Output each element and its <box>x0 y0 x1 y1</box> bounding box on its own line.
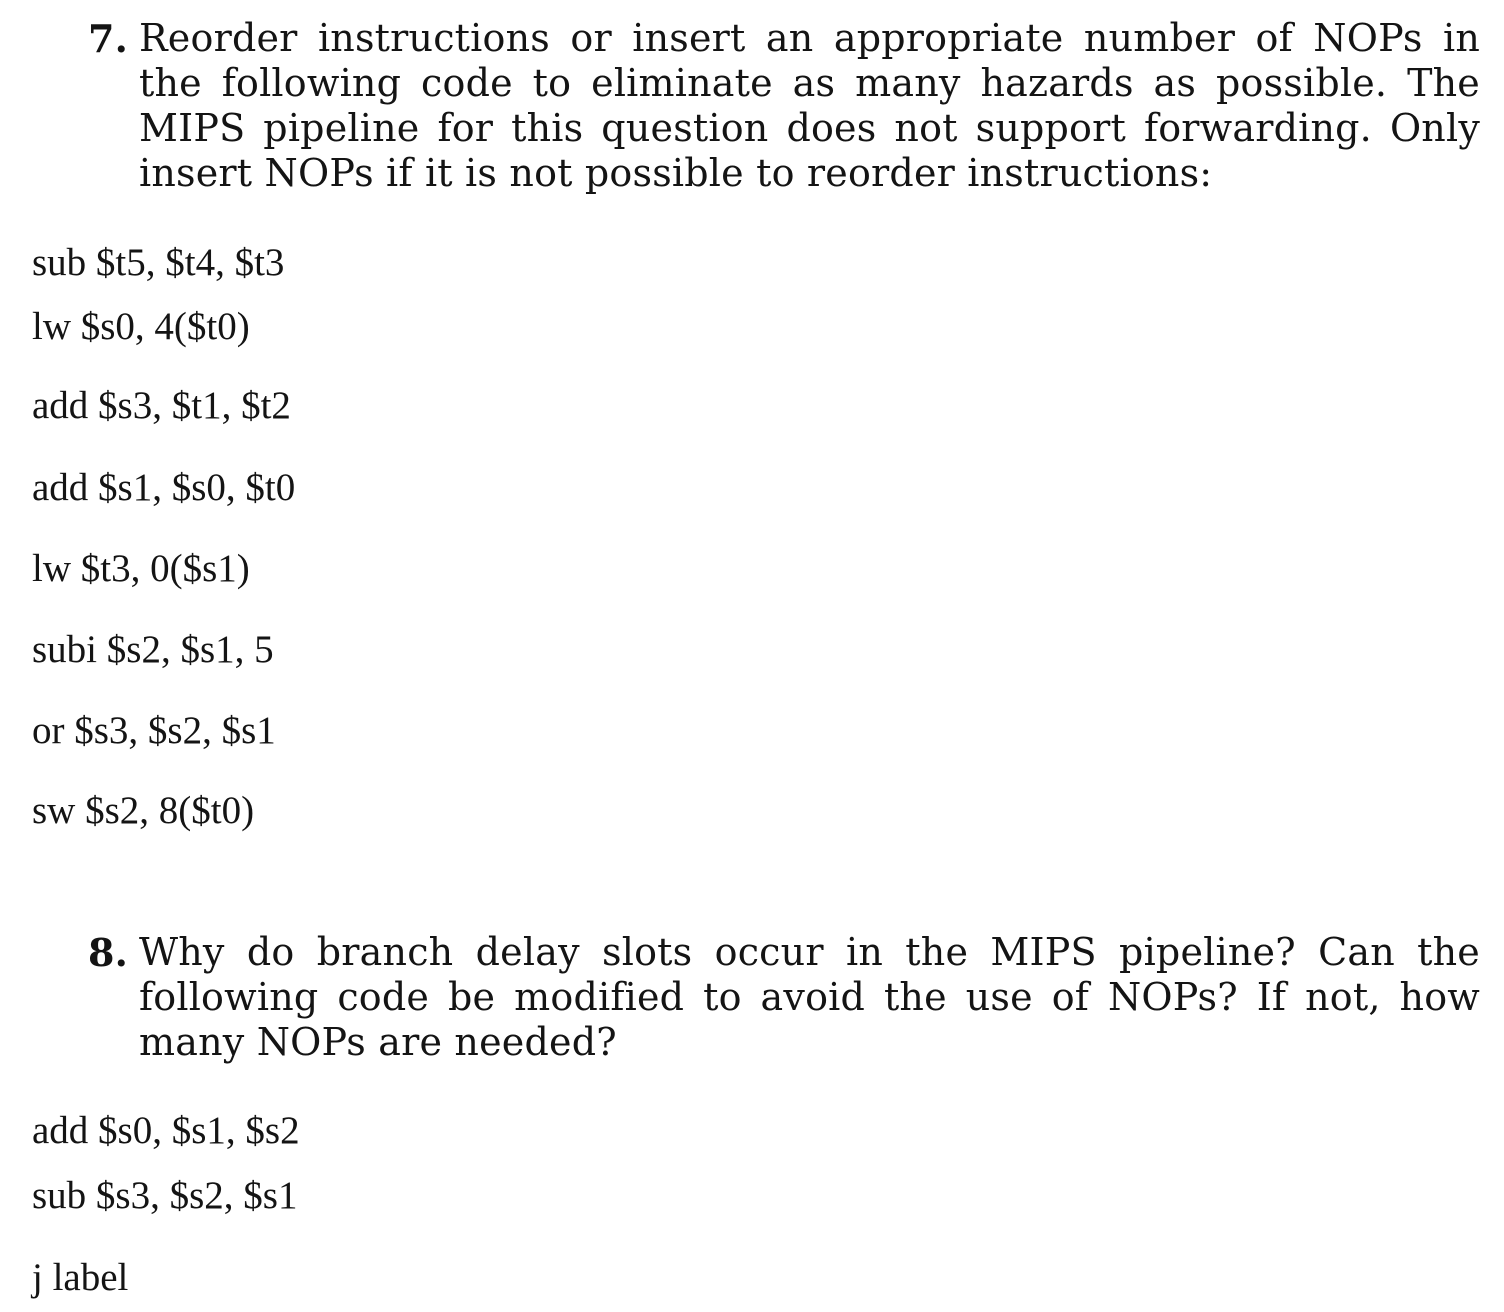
question-8 <box>88 930 1480 1065</box>
question-7 <box>88 16 1480 196</box>
question-text: Why do branch delay slots occur in the MIPS pipeline? Can the following code be modified to avoid the use of NOPs? If not, how many NOPs are needed? <box>139 930 1480 1064</box>
code-line: add $s3, $t1, $t2 <box>32 384 291 427</box>
code-line: lw $t3, 0($s1) <box>32 547 250 590</box>
code-line: sub $s3, $s2, $s1 <box>32 1174 298 1217</box>
code-line: add $s0, $s1, $s2 <box>32 1109 300 1152</box>
question-number: 7. <box>88 16 129 61</box>
code-line: j label <box>32 1256 129 1299</box>
code-line: sub $t5, $t4, $t3 <box>32 241 285 284</box>
code-line: or $s3, $s2, $s1 <box>32 709 276 752</box>
code-line: lw $s0, 4($t0) <box>32 305 250 348</box>
code-line: subi $s2, $s1, 5 <box>32 628 274 671</box>
question-text: Reorder instructions or insert an appropriate number of NOPs in the following code to eliminate as many hazards as possible. The MIPS pipeline for this question does not support forwarding. Only insert NOPs if it is not possible to reorder instructions: <box>139 16 1480 195</box>
code-line: sw $s2, 8($t0) <box>32 789 255 832</box>
question-number: 8. <box>88 930 129 975</box>
code-line: add $s1, $s0, $t0 <box>32 466 296 509</box>
